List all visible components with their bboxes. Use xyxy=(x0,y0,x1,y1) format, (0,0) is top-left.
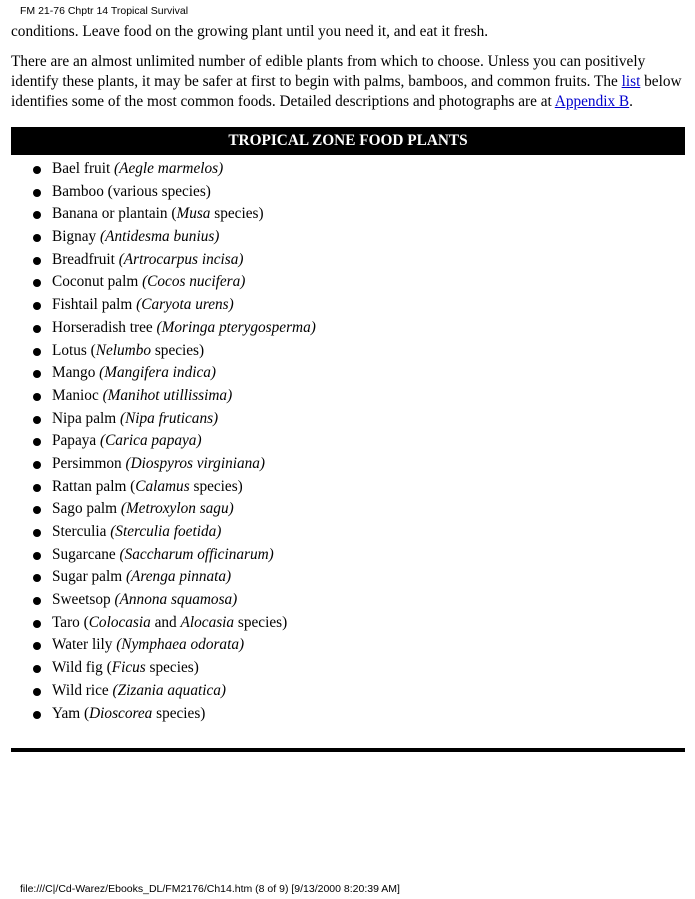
common-name: species) xyxy=(189,477,243,495)
bullet-icon xyxy=(33,711,41,719)
common-name: species) xyxy=(234,613,288,631)
scientific-name: Musa xyxy=(176,205,211,223)
scientific-name: (Metroxylon sagu) xyxy=(120,500,234,518)
scientific-name: (Carica papaya) xyxy=(100,432,202,450)
scientific-name: Calamus xyxy=(135,477,190,495)
list-item xyxy=(11,181,685,204)
common-name: Wild rice xyxy=(52,681,113,699)
bullet-icon xyxy=(33,506,41,514)
list-item xyxy=(11,271,685,294)
list-item xyxy=(11,544,685,567)
common-name: Persimmon xyxy=(52,454,126,472)
list-item xyxy=(11,703,685,726)
common-name: Fishtail palm xyxy=(52,296,137,314)
bullet-icon xyxy=(33,665,41,673)
list-item xyxy=(11,158,685,181)
list-item xyxy=(11,498,685,521)
scientific-name: (Caryota urens) xyxy=(136,296,234,314)
table-title: TROPICAL ZONE FOOD PLANTS xyxy=(11,127,685,155)
bullet-icon xyxy=(33,211,41,219)
list-item xyxy=(11,612,685,635)
paragraph-text-end: . xyxy=(629,93,633,110)
scientific-name: (Nymphaea odorata) xyxy=(116,636,245,654)
common-name: Yam ( xyxy=(52,704,90,722)
common-name: Sugarcane xyxy=(52,545,120,563)
scientific-name: (Zizania aquatica) xyxy=(112,681,226,699)
common-name: Water lily xyxy=(52,636,117,654)
bullet-icon xyxy=(33,552,41,560)
scientific-name: Dioscorea xyxy=(89,704,153,722)
list-item xyxy=(11,317,685,340)
bullet-icon xyxy=(33,438,41,446)
list-item xyxy=(11,476,685,499)
bullet-icon xyxy=(33,642,41,650)
list-item xyxy=(11,634,685,657)
appendix-b-link[interactable]: Appendix B xyxy=(554,93,630,110)
scientific-name: (Artrocarpus incisa) xyxy=(118,250,244,268)
scientific-name: (Sterculia foetida) xyxy=(110,523,222,540)
common-name: Sweetsop xyxy=(52,591,115,609)
bullet-icon xyxy=(33,688,41,696)
common-name: Mango xyxy=(52,364,100,382)
common-name: Bamboo (various species) xyxy=(52,182,211,200)
paragraph-text-start: There are an almost unlimited number of edible plants from which to choose. Unless you can positively identify these plants, it may be safer at first to begin with palms, bamboos, and common fruits. The xyxy=(11,53,646,90)
bullet-icon xyxy=(33,620,41,628)
scientific-name: (Cocos nucifera) xyxy=(142,273,246,291)
list-item xyxy=(11,408,685,431)
bullet-icon xyxy=(33,279,41,287)
scientific-name: (Annona squamosa) xyxy=(114,591,238,609)
list-item xyxy=(11,453,685,476)
bullet-icon xyxy=(33,529,41,537)
common-name: Sago palm xyxy=(52,500,121,518)
bullet-icon xyxy=(33,370,41,378)
list-item xyxy=(11,340,685,363)
list-item xyxy=(11,385,685,408)
bullet-icon xyxy=(33,325,41,333)
bullet-icon xyxy=(33,597,41,605)
list-item xyxy=(11,566,685,589)
bullet-icon xyxy=(33,416,41,424)
scientific-name: (Mangifera indica) xyxy=(99,364,216,382)
list-item xyxy=(11,430,685,453)
paragraph-text-middle: below identifies some of the most common foods. Detailed descriptions and photographs are at xyxy=(11,73,682,110)
file-path-footer: file:///C|/Cd-Warez/Ebooks_DL/FM2176/Ch14.htm (8 of 9) [9/13/2000 8:20:39 AM] xyxy=(20,883,400,895)
common-name: Nipa palm xyxy=(52,409,120,427)
common-name: Papaya xyxy=(52,432,100,450)
common-name: species) xyxy=(151,341,205,359)
paragraph-edible-plants xyxy=(11,52,685,112)
list-item xyxy=(11,294,685,317)
list-item xyxy=(11,589,685,612)
running-header: FM 21-76 Chptr 14 Tropical Survival xyxy=(20,5,189,17)
bullet-icon xyxy=(33,574,41,582)
common-name: Bignay xyxy=(52,228,101,246)
common-name: Coconut palm xyxy=(52,273,143,291)
common-name: species) xyxy=(145,659,199,677)
scientific-name: Nelumbo xyxy=(95,341,152,359)
common-name: Breadfruit xyxy=(52,250,119,268)
bullet-icon xyxy=(33,302,41,310)
common-name: species) xyxy=(152,704,206,722)
scientific-name: Ficus xyxy=(111,659,146,677)
horizontal-rule xyxy=(11,748,685,752)
common-name: Bael fruit xyxy=(52,160,115,177)
scientific-name: Alocasia xyxy=(180,613,235,631)
common-name: Horseradish tree xyxy=(52,318,157,336)
common-name: Sterculia xyxy=(52,523,111,540)
bullet-icon xyxy=(33,257,41,265)
bullet-icon xyxy=(33,234,41,242)
common-name: Taro ( xyxy=(52,613,89,631)
bullet-icon xyxy=(33,461,41,469)
scientific-name: (Antidesma bunius) xyxy=(100,228,220,246)
common-name: Wild fig ( xyxy=(52,659,112,677)
paragraph-conditions: conditions. Leave food on the growing plant until you need it, and eat it fresh. xyxy=(11,23,489,40)
common-name: Sugar palm xyxy=(52,568,126,586)
scientific-name: (Arenga pinnata) xyxy=(125,568,232,586)
list-item xyxy=(11,226,685,249)
scientific-name: (Manihot utillissima) xyxy=(102,386,233,404)
list-item xyxy=(11,657,685,680)
common-name: and xyxy=(150,613,181,631)
scientific-name: (Diospyros virginiana) xyxy=(125,454,266,472)
scientific-name: Colocasia xyxy=(88,613,151,631)
list-item xyxy=(11,521,685,544)
scientific-name: (Saccharum officinarum) xyxy=(119,545,274,563)
list-item xyxy=(11,362,685,385)
common-name: Lotus ( xyxy=(52,341,96,359)
list-item xyxy=(11,203,685,226)
bullet-icon xyxy=(33,166,41,174)
food-plants-list xyxy=(11,158,685,725)
bullet-icon xyxy=(33,393,41,401)
scientific-name: (Nipa fruticans) xyxy=(119,409,219,427)
list-item xyxy=(11,249,685,272)
list-link[interactable]: list xyxy=(621,73,641,90)
list-item xyxy=(11,680,685,703)
document-body xyxy=(11,22,685,725)
common-name: Banana or plantain ( xyxy=(52,205,177,223)
common-name: Rattan palm ( xyxy=(52,477,136,495)
common-name: Manioc xyxy=(52,386,103,404)
bullet-icon xyxy=(33,189,41,197)
common-name: species) xyxy=(210,205,264,223)
bullet-icon xyxy=(33,484,41,492)
scientific-name: (Moringa pterygosperma) xyxy=(156,318,316,336)
scientific-name: (Aegle marmelos) xyxy=(114,160,224,177)
bullet-icon xyxy=(33,348,41,356)
